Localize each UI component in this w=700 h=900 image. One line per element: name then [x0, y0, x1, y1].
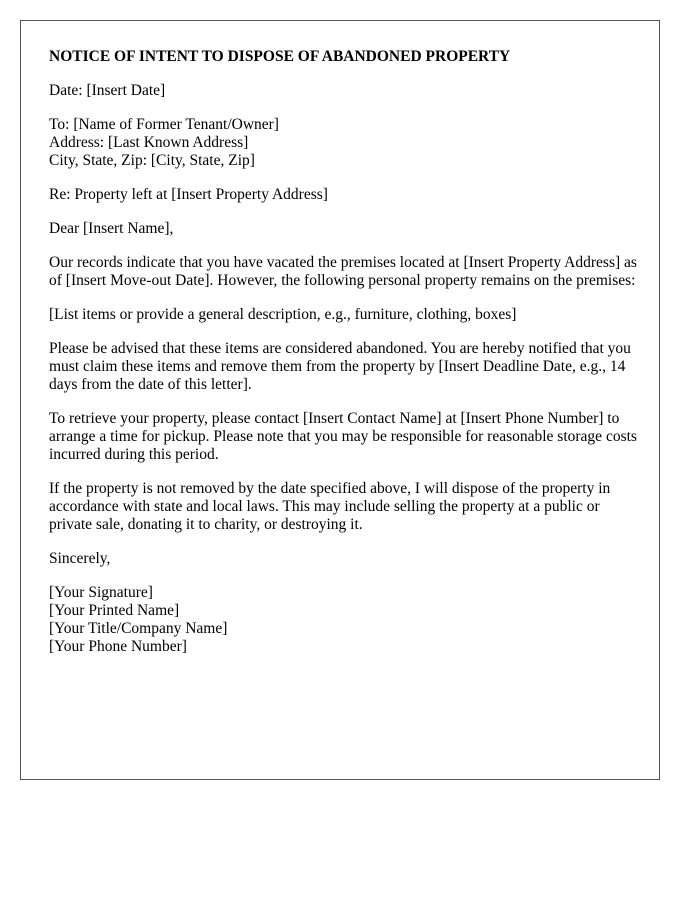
recipient-to: To: [Name of Former Tenant/Owner] — [49, 116, 279, 133]
signature-block — [49, 584, 639, 656]
letter-title: NOTICE OF INTENT TO DISPOSE OF ABANDONED PROPERTY — [49, 48, 511, 65]
body-paragraph-retrieval: To retrieve your property, please contact [Insert Contact Name] at [Insert Phone Number] to arrange a time for pickup. Please note that you may be responsible for reasonable storage costs incurred during this period. — [49, 410, 637, 463]
salutation: Dear [Insert Name], — [49, 220, 174, 237]
body-paragraph-vacated: Our records indicate that you have vacated the premises located at [Insert Property Address] as of [Insert Move-out Date]. However, the following personal property remains on the premises: — [49, 254, 637, 289]
recipient-address: Address: [Last Known Address] — [49, 134, 249, 151]
recipient-city: City, State, Zip: [City, State, Zip] — [49, 152, 255, 169]
phone-line: [Your Phone Number] — [49, 638, 187, 655]
date-line: Date: [Insert Date] — [49, 82, 166, 99]
re-line: Re: Property left at [Insert Property Address] — [49, 186, 328, 203]
recipient-block — [49, 116, 639, 170]
title-company-line: [Your Title/Company Name] — [49, 620, 228, 637]
printed-name-line: [Your Printed Name] — [49, 602, 180, 619]
closing: Sincerely, — [49, 550, 111, 567]
body-paragraph-disposal: If the property is not removed by the date specified above, I will dispose of the property in accordance with state and local laws. This may include selling the property at a public or private sale, donating it to charity, or destroying it. — [49, 480, 611, 533]
body-paragraph-items-list: [List items or provide a general description, e.g., furniture, clothing, boxes] — [49, 306, 517, 323]
body-paragraph-abandoned-notice: Please be advised that these items are considered abandoned. You are hereby notified that you must claim these items and remove them from the property by [Insert Deadline Date, e.g., 14 days from the date of this letter]. — [49, 340, 631, 393]
signature-line: [Your Signature] — [49, 584, 153, 601]
letter-page — [20, 20, 660, 780]
letter-content — [49, 48, 639, 672]
